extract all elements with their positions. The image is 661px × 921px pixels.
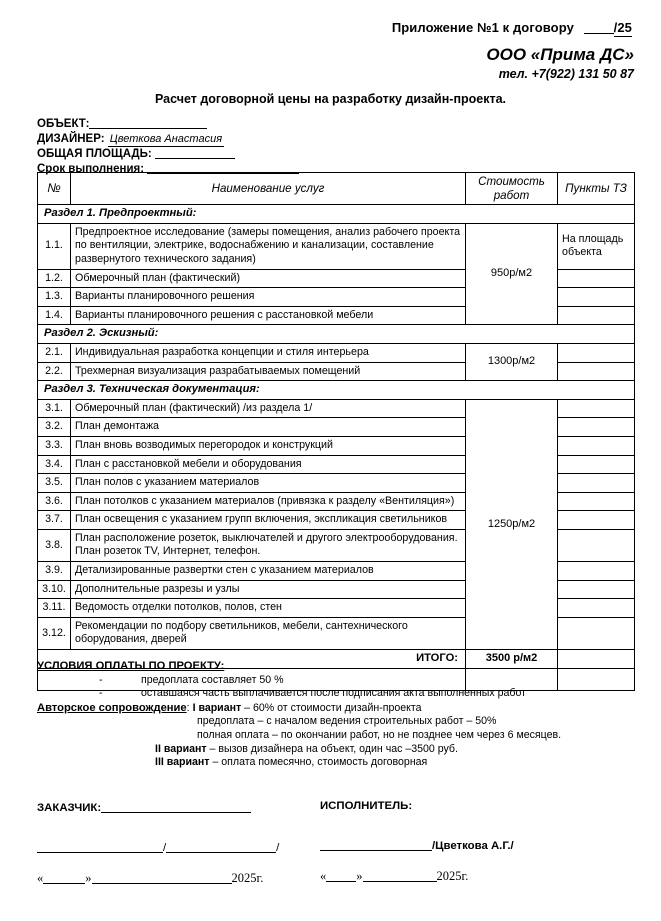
customer-month-blank[interactable] bbox=[92, 871, 232, 884]
author-variant-3-text: – оплата помесячно, стоимость договорная bbox=[209, 756, 428, 769]
customer-signature-row bbox=[37, 840, 279, 854]
author-variant-1-text: – 60% от стоимости дизайн-проекта bbox=[241, 701, 422, 714]
author-variant-3-line bbox=[155, 756, 637, 770]
col-header-name: Наименование услуг bbox=[71, 173, 466, 205]
row-number: 1.1. bbox=[38, 223, 71, 269]
row-service-name: План потолков с указанием материалов (привязка к разделу «Вентиляция») bbox=[71, 492, 466, 511]
row-tz[interactable] bbox=[558, 599, 635, 618]
author-support-line bbox=[37, 702, 637, 716]
row-cost: 950р/м2 bbox=[466, 223, 558, 325]
row-tz[interactable] bbox=[558, 455, 635, 474]
row-tz[interactable] bbox=[558, 492, 635, 511]
customer-fio-blank[interactable] bbox=[166, 840, 276, 853]
table-section-title: Раздел 3. Техническая документация: bbox=[38, 381, 635, 400]
row-tz[interactable]: На площадь объекта bbox=[558, 223, 635, 269]
row-number: 3.7. bbox=[38, 511, 71, 530]
bullet-dash-icon: - bbox=[99, 673, 103, 686]
row-tz[interactable] bbox=[558, 562, 635, 581]
row-number: 3.10. bbox=[38, 580, 71, 599]
author-support-title: Авторское сопровождение bbox=[37, 701, 187, 714]
table-row bbox=[38, 399, 635, 418]
contractor-year: 2025г. bbox=[436, 869, 469, 883]
row-number: 3.12. bbox=[38, 617, 71, 649]
customer-day-blank[interactable] bbox=[43, 871, 85, 884]
table-section-title: Раздел 1. Предпроектный: bbox=[38, 205, 635, 224]
row-service-name: Предпроектное исследование (замеры помещения, анализ рабочего проекта по вентиляции, электрике, водоснабжению и канализации, составление развернутого технического задания) bbox=[71, 223, 466, 269]
bullet-dash-icon-2: - bbox=[99, 687, 103, 700]
payment-title: УСЛОВИЯ ОПЛАТЫ ПО ПРОЕКТУ: bbox=[37, 660, 225, 672]
customer-label: ЗАКАЗЧИК: bbox=[37, 802, 102, 814]
row-service-name: Варианты планировочного решения с расстановкой мебели bbox=[71, 306, 466, 325]
contract-year: /25 bbox=[613, 20, 632, 35]
field-block bbox=[37, 117, 299, 176]
customer-date-row bbox=[37, 871, 279, 886]
payment-bullet-2-text: оставшаяся часть выплачивается после подписания акта выполненных работ bbox=[141, 687, 526, 700]
row-tz[interactable] bbox=[558, 306, 635, 325]
customer-slash-1: / bbox=[163, 842, 167, 854]
table-section-row bbox=[38, 205, 635, 224]
row-number: 3.11. bbox=[38, 599, 71, 618]
row-service-name: Обмерочный план (фактический) /из раздела 1/ bbox=[71, 399, 466, 418]
row-number: 3.6. bbox=[38, 492, 71, 511]
payment-bullet-1-text: предоплата составляет 50 % bbox=[141, 673, 284, 686]
field-area-value[interactable] bbox=[155, 147, 235, 159]
customer-year: 2025г. bbox=[231, 871, 264, 885]
company-phone: тел. +7(922) 131 50 87 bbox=[498, 67, 634, 81]
customer-quote-close: » bbox=[85, 871, 92, 885]
appendix-header bbox=[0, 20, 632, 35]
row-service-name: План вновь возводимых перегородок и конструкций bbox=[71, 436, 466, 455]
contractor-date-row bbox=[320, 869, 514, 884]
col-header-cost bbox=[466, 173, 558, 205]
col-header-tz: Пункты ТЗ bbox=[558, 173, 635, 205]
signature-contractor-column bbox=[320, 800, 514, 884]
customer-slash-2: / bbox=[276, 842, 280, 854]
contractor-signature-row bbox=[320, 838, 514, 852]
contract-number-blank bbox=[584, 33, 614, 34]
row-tz[interactable] bbox=[558, 529, 635, 561]
contractor-month-blank[interactable] bbox=[363, 869, 437, 882]
row-tz[interactable] bbox=[558, 511, 635, 530]
row-number: 3.9. bbox=[38, 562, 71, 581]
contractor-heading bbox=[320, 800, 514, 812]
author-variant-2-label: II вариант bbox=[155, 742, 207, 755]
row-tz[interactable] bbox=[558, 288, 635, 307]
col-header-num: № bbox=[38, 173, 71, 205]
field-area-label: ОБЩАЯ ПЛОЩАДЬ: bbox=[37, 148, 152, 161]
contractor-signature-blank[interactable] bbox=[320, 838, 432, 851]
row-number: 1.2. bbox=[38, 269, 71, 288]
field-deadline-label: Срок выполнения: bbox=[37, 162, 145, 175]
field-area bbox=[37, 147, 299, 162]
row-tz[interactable] bbox=[558, 269, 635, 288]
field-object-value[interactable] bbox=[89, 117, 207, 129]
row-service-name: План демонтажа bbox=[71, 418, 466, 437]
contractor-quote-open: « bbox=[320, 869, 327, 883]
row-number: 2.1. bbox=[38, 343, 71, 362]
row-number: 3.8. bbox=[38, 529, 71, 561]
total-value: 3500 р/м2 bbox=[466, 650, 558, 669]
row-tz[interactable] bbox=[558, 436, 635, 455]
contractor-quote-close: » bbox=[356, 869, 363, 883]
table-row bbox=[38, 223, 635, 269]
row-number: 3.1. bbox=[38, 399, 71, 418]
row-service-name: План освещения с указанием групп включения, экспликация светильников bbox=[71, 511, 466, 530]
appendix-label: Приложение №1 к договору bbox=[391, 20, 574, 35]
col-header-cost-line1: Стоимость bbox=[478, 175, 545, 188]
row-cost: 1250р/м2 bbox=[466, 399, 558, 649]
customer-quote-open: « bbox=[37, 871, 44, 885]
row-tz[interactable] bbox=[558, 617, 635, 649]
author-fullpay-line: полная оплата – по окончании работ, но не позднее чем через 6 месяцев. bbox=[197, 728, 562, 741]
row-service-name: План расположение розеток, выключателей и другого электрооборудования. План розеток TV, Интернет, телефон. bbox=[71, 529, 466, 561]
author-variant-1-label: I вариант bbox=[192, 701, 242, 714]
row-cost: 1300р/м2 bbox=[466, 343, 558, 380]
field-object-label: ОБЪЕКТ: bbox=[37, 118, 90, 130]
row-service-name: Дополнительные разрезы и узлы bbox=[71, 580, 466, 599]
contractor-label: ИСПОЛНИТЕЛЬ: bbox=[320, 800, 413, 812]
customer-name-blank[interactable] bbox=[101, 800, 251, 813]
author-variant-2-line bbox=[155, 743, 637, 757]
row-tz[interactable] bbox=[558, 399, 635, 418]
row-tz[interactable] bbox=[558, 362, 635, 381]
table-section-row bbox=[38, 381, 635, 400]
table-header-row bbox=[38, 173, 635, 205]
col-header-cost-line2: работ bbox=[493, 188, 530, 202]
table-section-row bbox=[38, 325, 635, 344]
row-number: 1.3. bbox=[38, 288, 71, 307]
payment-bullet-2 bbox=[99, 687, 637, 701]
field-designer-value[interactable]: Цветкова Анастасия bbox=[108, 132, 224, 148]
row-service-name: Ведомость отделки потолков, полов, стен bbox=[71, 599, 466, 618]
row-number: 1.4. bbox=[38, 306, 71, 325]
table-header bbox=[38, 173, 635, 205]
row-number: 3.5. bbox=[38, 474, 71, 493]
row-service-name: Обмерочный план (фактический) bbox=[71, 269, 466, 288]
field-designer bbox=[37, 132, 299, 148]
row-service-name: План с расстановкой мебели и оборудования bbox=[71, 455, 466, 474]
contractor-day-blank[interactable] bbox=[326, 869, 356, 882]
customer-signature-blank[interactable] bbox=[37, 840, 163, 853]
table-section-title: Раздел 2. Эскизный: bbox=[38, 325, 635, 344]
row-number: 3.3. bbox=[38, 436, 71, 455]
table-body bbox=[38, 205, 635, 690]
company-name: ООО «Прима ДС» bbox=[486, 45, 634, 64]
row-service-name: Трехмерная визуализация разрабатываемых помещений bbox=[71, 362, 466, 381]
total-label: ИТОГО: bbox=[38, 650, 466, 669]
row-number: 3.4. bbox=[38, 455, 71, 474]
contractor-name: /Цветкова А.Г./ bbox=[432, 840, 514, 852]
author-prepay-line: предоплата – с началом ведения строительных работ – 50% bbox=[197, 715, 497, 728]
payment-bullet-1 bbox=[99, 674, 637, 688]
row-service-name: Рекомендации по подбору светильников, мебели, сантехнического оборудования, дверей bbox=[71, 617, 466, 649]
document-title: Расчет договорной цены на разработку дизайн-проекта. bbox=[154, 92, 507, 106]
field-object bbox=[37, 117, 299, 132]
row-tz[interactable] bbox=[558, 343, 635, 362]
row-tz[interactable] bbox=[558, 474, 635, 493]
price-table bbox=[37, 172, 635, 691]
row-service-name: Варианты планировочного решения bbox=[71, 288, 466, 307]
payment-conditions bbox=[37, 660, 637, 770]
signature-customer-column bbox=[37, 800, 279, 886]
field-designer-label: ДИЗАЙНЕР: bbox=[37, 132, 105, 145]
row-service-name: План полов с указанием материалов bbox=[71, 474, 466, 493]
table-row bbox=[38, 343, 635, 362]
customer-heading bbox=[37, 800, 279, 814]
row-number: 3.2. bbox=[38, 418, 71, 437]
author-variant-2-text: – вызов дизайнера на объект, один час –3500 руб. bbox=[206, 742, 458, 755]
row-service-name: Детализированные развертки стен с указанием материалов bbox=[71, 562, 466, 581]
author-variant-3-label: III вариант bbox=[155, 756, 210, 769]
row-service-name: Индивидуальная разработка концепции и стиля интерьера bbox=[71, 343, 466, 362]
author-colon: : bbox=[186, 701, 190, 714]
row-tz[interactable] bbox=[558, 580, 635, 599]
row-tz[interactable] bbox=[558, 418, 635, 437]
row-number: 2.2. bbox=[38, 362, 71, 381]
